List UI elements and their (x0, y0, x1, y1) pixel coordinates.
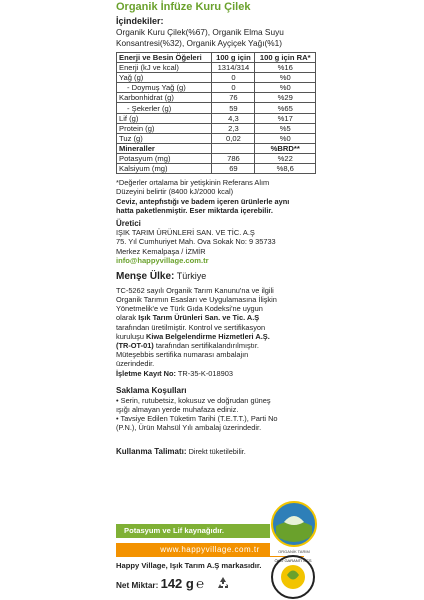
table-row: - Doymuş Yağ (g) 0 %0 (117, 83, 316, 93)
table-row: Kalsiyum (mg) 69 %8,6 (117, 164, 316, 174)
origin-country (116, 271, 316, 282)
svg-text:ÖKO GARANTİ BCS: ÖKO GARANTİ BCS (274, 558, 312, 563)
net-quantity: Net Miktar: 142 g ℮ (116, 576, 204, 591)
storage-text: • Serin, rutubetsiz, kokusuz ve doğrudan güneş ışığı almayan yerde muhafaza ediniz. • Tavsiye Edilen Tüketim Tarihi (T.E.T.T.), Parti No (P.N.), Ürün Mahsül Yılı ambalaj üzerindedir. (116, 395, 278, 433)
ingredients-text: Organik Kuru Çilek(%67), Organik Elma Suyu Konsantresi(%32), Organik Ayçiçek Yağı(%1) (116, 27, 284, 48)
table-row: Protein (g) 2,3 %5 (117, 123, 316, 133)
origin-label: Menşe Ülke: (116, 270, 175, 282)
producer-line: Merkez Kemalpaşa / İZMİR (116, 246, 206, 256)
nutrition-table (116, 52, 316, 174)
registration-number: İşletme Kayıt No: TR-35-K-018903 (116, 368, 233, 378)
table-header-row (117, 53, 316, 63)
organic-farming-seal-icon (270, 496, 318, 556)
table-row: Lif (g) 4,3 %17 (117, 113, 316, 123)
producer-line: IŞIK TARIM ÜRÜNLERİ SAN. VE TİC. A.Ş (116, 228, 255, 238)
recycle-icon (215, 575, 231, 591)
producer-heading: Üretici (116, 218, 141, 228)
producer-block (116, 219, 316, 266)
ingredients-heading: İçindekiler: (116, 16, 164, 26)
svg-text:ORGANİK TARIM: ORGANİK TARIM (278, 549, 310, 554)
reference-footnote: *Değerler ortalama bir yetişkinin Referans Alım Düzeyini belirtir (8400 kJ/2000 kcal) (116, 178, 270, 197)
table-row: - Şekerler (g) 59 %65 (117, 103, 316, 113)
website-banner: www.happyvillage.com.tr (116, 543, 304, 557)
claim-banner: Potasyum ve Lif kaynağıdır. (116, 524, 304, 538)
table-row: Karbonhidrat (g) 76 %29 (117, 93, 316, 103)
table-header: 100 g için RA* (255, 53, 316, 63)
origin-value: Türkiye (176, 270, 207, 281)
producer-line: 75. Yıl Cumhuriyet Mah. Ova Sokak No: 9 35733 (116, 237, 276, 247)
table-row: Yağ (g) 0 %0 (117, 73, 316, 83)
eco-guarantee-badge-icon (270, 554, 316, 600)
usage-instructions: Kullanma Talimatı: Direkt tüketilebilir. (116, 446, 246, 456)
organic-statement: TC-5262 sayılı Organik Tarım Kanunu'na ve ilgili Organik Tarımın Esasları ve Uygulamasına İlişkin Yönetmelik'e ve Türk Gıda Kodeksi'ne uygun olarak Işık Tarım Ürünleri San. ve Tic. A.Ş tarafından üretilmiştir. Kontrol ve sertifikasyon kuruluşu Kiwa Belgelendirme Hizmetleri A.Ş. (TR-OT-01) tarafından sertifikalandırılmıştır. Müteşebbis sertifika numarası ambalajın üzerindedir. (116, 285, 277, 369)
producer-email: info@happyvillage.com.tr (116, 255, 209, 265)
allergen-warning: Ceviz, antepfıstığı ve badem içeren ürünlerle aynı hatta paketlenmiştir. Eser miktarda içerebilir. (116, 196, 290, 215)
storage-heading: Saklama Koşulları (116, 385, 187, 395)
table-header: 100 g için (212, 53, 255, 63)
product-title: Organik İnfüze Kuru Çilek (116, 1, 251, 13)
brand-statement: Happy Village, Işık Tarım A.Ş markasıdır. (116, 561, 262, 570)
table-header: Enerji ve Besin Öğeleri (117, 53, 212, 63)
table-row: Enerji (kJ ve kcal) 1314/314 %16 (117, 63, 316, 73)
table-row: Tuz (g) 0,02 %0 (117, 133, 316, 143)
label-content (116, 0, 316, 456)
minerals-header-row: Mineraller %BRD** (117, 143, 316, 153)
table-row: Potasyum (mg) 786 %22 (117, 153, 316, 163)
